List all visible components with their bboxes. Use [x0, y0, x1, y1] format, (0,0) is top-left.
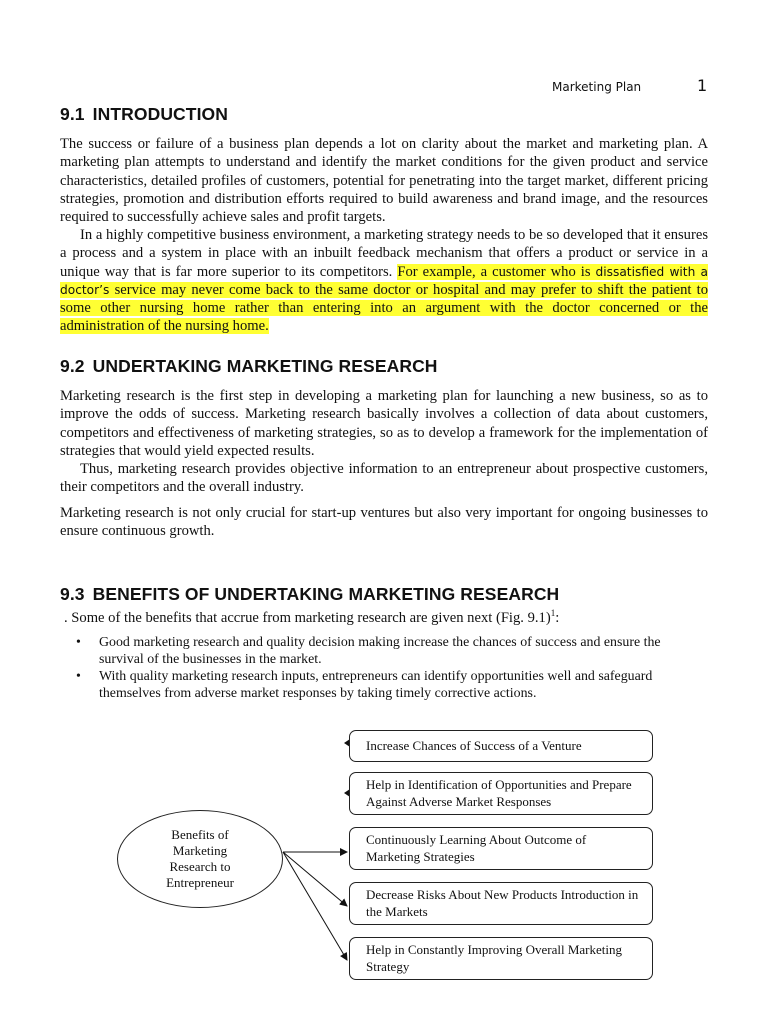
- intro-paragraph-2: [60, 226, 708, 336]
- benefit-box-label: Decrease Risks About New Products Introduction in the Markets: [366, 887, 639, 919]
- section-number: 9.3: [60, 584, 85, 604]
- section-title: UNDERTAKING MARKETING RESEARCH: [92, 356, 438, 376]
- highlight-text-b: service may never come back to the same doctor or hospital and may prefer to shift the patient to some other nursing home rather than entering into an argument with the doctor concerned or the administration of the nursing home.: [60, 281, 708, 335]
- benefits-list: [60, 634, 708, 702]
- bullet-marker: •: [76, 635, 81, 650]
- connector-arrow: [283, 852, 347, 960]
- section-heading-introduction: [60, 104, 228, 125]
- list-item: [60, 634, 708, 668]
- section-title: INTRODUCTION: [92, 104, 228, 124]
- diagram-center-node: [117, 810, 283, 908]
- research-paragraph-1: Marketing research is the first step in developing a marketing plan for launching a new business, so as to improve the odds of success. Marketing research basically involves a collection of data about customers, competitors and effectiveness of marketing strategies, so as to develop a framework for the implementation of strategies that would yield expected results.: [60, 388, 708, 459]
- section-title: BENEFITS OF UNDERTAKING MARKETING RESEARCH: [92, 584, 560, 604]
- footnote-marker: 1: [550, 608, 556, 618]
- running-header: [552, 78, 712, 98]
- benefit-box-3: [349, 827, 653, 870]
- benefit-box-label: Help in Identification of Opportunities and Prepare Against Adverse Market Responses: [366, 777, 632, 809]
- page-number: 1: [697, 76, 708, 95]
- benefit-box-label: Continuously Learning About Outcome of Marketing Strategies: [366, 832, 587, 864]
- benefit-box-label: Help in Constantly Improving Overall Marketing Strategy: [366, 942, 622, 974]
- section-heading-benefits: [60, 584, 559, 605]
- list-item: [60, 668, 708, 702]
- research-paragraph-2: Thus, marketing research provides objective information to an entrepreneur about prospective customers, their competitors and the overall industry.: [60, 461, 708, 496]
- benefits-intro-text: . Some of the benefits that accrue from marketing research are given next (Fig. 9.1): [64, 609, 551, 626]
- research-paragraph-3: Marketing research is not only crucial for start-up ventures but also very important for ongoing businesses to ensure continuous growth.: [60, 505, 708, 540]
- intro-paragraph-1: The success or failure of a business plan depends a lot on clarity about the market and marketing plan. A marketing plan attempts to understand and identify the market conditions for the given product and service characteristics, detailed profiles of customers, potential for penetrating into the target market, different pricing strategies, promotion and distribution efforts required to build awareness and brand image, and the resources required to successfully achieve sales and profit targets.: [60, 136, 708, 226]
- benefits-diagram: [0, 720, 768, 990]
- center-node-label: Benefits of Marketing Research to Entrepreneur: [166, 827, 234, 890]
- list-item-text: Good marketing research and quality decision making increase the chances of success and ensure the survival of the businesses in the market.: [99, 635, 661, 667]
- section-number: 9.2: [60, 356, 85, 376]
- benefit-box-1: [349, 730, 653, 762]
- section-heading-marketing-research: [60, 356, 438, 377]
- running-title: Marketing Plan: [552, 80, 642, 94]
- intro-paragraph-2-text: In a highly competitive business environment, a marketing strategy needs to be so developed that it ensures a process and a system in place with an inbuilt feedback mechanism that offers a product or service in a unique way that is far more superior to its competitors.: [60, 227, 708, 280]
- highlight-text-sans: dissatisfied with a doctor’s: [60, 264, 709, 297]
- benefit-box-label: Increase Chances of Success of a Venture: [366, 737, 582, 753]
- benefits-intro-end: :: [555, 609, 560, 626]
- list-item-text: With quality marketing research inputs, entrepreneurs can identify opportunities well and safeguard themselves from adverse market responses by taking timely corrective actions.: [99, 669, 653, 701]
- benefit-box-5: [349, 937, 653, 980]
- benefits-intro: [64, 604, 708, 627]
- bullet-marker: •: [76, 669, 81, 684]
- connector-arrow: [283, 852, 347, 906]
- section-number: 9.1: [60, 104, 85, 124]
- benefit-box-2: [349, 772, 653, 815]
- benefit-box-4: [349, 882, 653, 925]
- highlight-text-a: For example, a customer who is: [397, 263, 596, 280]
